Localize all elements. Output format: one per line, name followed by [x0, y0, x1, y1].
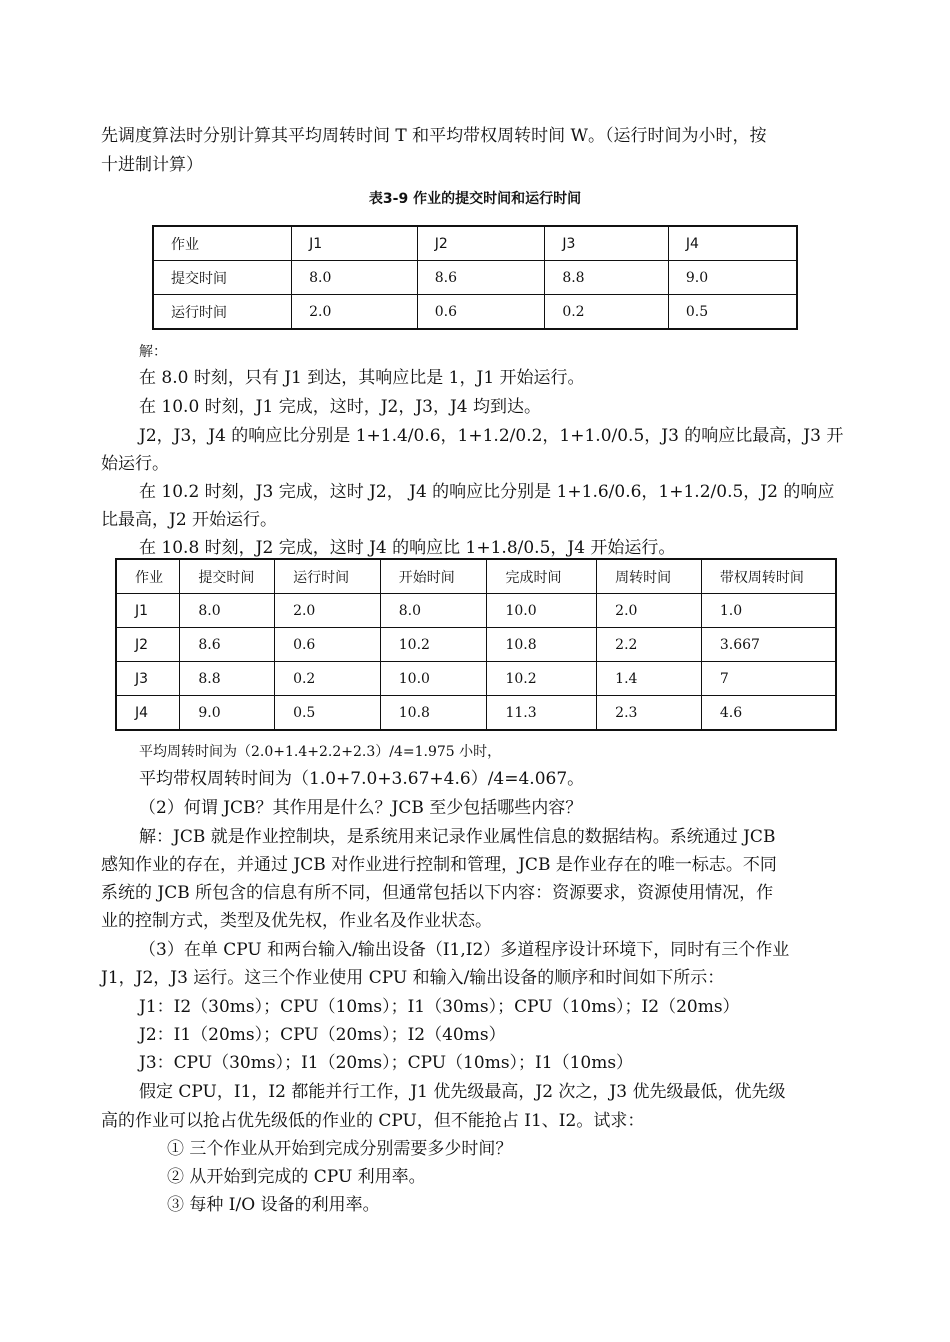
- table-header-cell: 完成时间: [487, 559, 597, 594]
- table-cell: J2: [116, 628, 180, 662]
- table-cell: 8.6: [417, 261, 545, 295]
- table-header-row: [153, 226, 797, 261]
- intro-line-1: 先调度算法时分别计算其平均周转时间 T 和平均带权周转时间 W。（运行时间为小时，按: [101, 126, 767, 146]
- schedule-result-table: [115, 558, 837, 731]
- table-cell: 8.8: [180, 662, 275, 696]
- table-header-cell: 运行时间: [275, 559, 381, 594]
- answer-2-line-4: 业的控制方式，类型及优先权，作业名及作业状态。: [101, 911, 492, 931]
- table-header-cell: 开始时间: [380, 559, 487, 594]
- question-3-item-1: ① 三个作业从开始到完成分别需要多少时间？: [167, 1139, 513, 1159]
- table1-caption: 表3-9 作业的提交时间和运行时间: [368, 191, 582, 207]
- table-cell: 0.2: [275, 662, 381, 696]
- question-3-line-1: （3）在单 CPU 和两台输入/输出设备（I1,I2）多道程序设计环境下，同时有三个作业: [139, 940, 790, 960]
- table-row: [116, 696, 836, 731]
- solution-para-2: 在 10.0 时刻，J1 完成，这时，J2，J3，J4 均到达。: [139, 397, 541, 417]
- table-header-cell: J4: [668, 226, 797, 261]
- table-cell: 7: [701, 662, 836, 696]
- table-cell: 2.3: [597, 696, 702, 731]
- table-header-cell: 作业: [116, 559, 180, 594]
- table-row: [116, 628, 836, 662]
- job-j2-sequence: J2：I1（20ms）；CPU（20ms）；I2（40ms）: [139, 1025, 506, 1045]
- table-cell: J3: [116, 662, 180, 696]
- table-cell: 10.2: [380, 628, 487, 662]
- answer-2-line-3: 系统的 JCB 所包含的信息有所不同，但通常包括以下内容：资源要求，资源使用情况，作: [101, 883, 774, 903]
- table-row: [116, 662, 836, 696]
- answer-2-line-1: 解：JCB 就是作业控制块，是系统用来记录作业属性信息的数据结构。系统通过 JCB: [139, 827, 776, 847]
- job-j1-sequence: J1：I2（30ms）；CPU（10ms）；I1（30ms）；CPU（10ms）；I2（20ms）: [139, 997, 740, 1017]
- solution-para-1: 在 8.0 时刻，只有 J1 到达，其响应比是 1，J1 开始运行。: [139, 368, 585, 388]
- table-cell: 0.2: [545, 295, 669, 330]
- table-header-cell: 周转时间: [597, 559, 702, 594]
- table-row: [153, 261, 797, 295]
- avg-turnaround-text: 平均周转时间为（2.0+1.4+2.2+2.3）/4=1.975 小时，: [139, 744, 502, 760]
- table-cell: 10.8: [487, 628, 597, 662]
- table-header-cell: 带权周转时间: [701, 559, 836, 594]
- table-cell: 提交时间: [153, 261, 292, 295]
- question-3-assume-2: 高的作业可以抢占优先级低的作业的 CPU，但不能抢占 I1、I2。试求：: [101, 1111, 645, 1131]
- table-cell: 10.0: [380, 662, 487, 696]
- table-cell: 4.6: [701, 696, 836, 731]
- table-cell: 11.3: [487, 696, 597, 731]
- table-cell: 10.2: [487, 662, 597, 696]
- solution-label: 解：: [139, 344, 167, 360]
- solution-para-3b: 始运行。: [101, 454, 169, 474]
- table-header-cell: J3: [545, 226, 669, 261]
- table-cell: 1.0: [701, 594, 836, 628]
- table-cell: 8.6: [180, 628, 275, 662]
- job-submit-run-table: [152, 225, 798, 330]
- solution-para-3a: J2，J3，J4 的响应比分别是 1+1.4/0.6，1+1.2/0.2，1+1.0/0.5，J3 的响应比最高，J3 开: [139, 426, 844, 446]
- table-cell: 运行时间: [153, 295, 292, 330]
- table-row: [153, 295, 797, 330]
- question-3-line-2: J1，J2，J3 运行。这三个作业使用 CPU 和输入/输出设备的顺序和时间如下所示：: [101, 968, 725, 988]
- table-cell: 9.0: [180, 696, 275, 731]
- table-cell: 0.5: [275, 696, 381, 731]
- table-cell: 0.5: [668, 295, 797, 330]
- table-cell: 2.0: [597, 594, 702, 628]
- table-header-row: [116, 559, 836, 594]
- table-cell: 8.0: [380, 594, 487, 628]
- answer-2-line-2: 感知作业的存在，并通过 JCB 对作业进行控制和管理，JCB 是作业存在的唯一标志。不同: [101, 855, 777, 875]
- table-cell: 8.8: [545, 261, 669, 295]
- question-3-assume-1: 假定 CPU，I1，I2 都能并行工作，J1 优先级最高，J2 次之，J3 优先级最低，优先级: [139, 1082, 786, 1102]
- table-cell: 8.0: [180, 594, 275, 628]
- question-2: （2）何谓 JCB？其作用是什么？JCB 至少包括哪些内容？: [139, 798, 583, 818]
- question-3-item-3: ③ 每种 I/O 设备的利用率。: [167, 1195, 380, 1215]
- table-cell: 3.667: [701, 628, 836, 662]
- table-cell: 2.0: [275, 594, 381, 628]
- table-cell: J4: [116, 696, 180, 731]
- table-cell: 1.4: [597, 662, 702, 696]
- table-cell: J1: [116, 594, 180, 628]
- table-row: [116, 594, 836, 628]
- table-cell: 2.2: [597, 628, 702, 662]
- table-cell: 10.8: [380, 696, 487, 731]
- table-cell: 9.0: [668, 261, 797, 295]
- question-3-item-2: ② 从开始到完成的 CPU 利用率。: [167, 1167, 426, 1187]
- job-j3-sequence: J3：CPU（30ms）；I1（20ms）；CPU（10ms）；I1（10ms）: [139, 1053, 634, 1073]
- table-cell: 2.0: [292, 295, 418, 330]
- solution-para-5: 在 10.8 时刻，J2 完成，这时 J4 的响应比 1+1.8/0.5，J4 开始运行。: [139, 538, 676, 558]
- solution-para-4b: 比最高，J2 开始运行。: [101, 510, 278, 530]
- avg-weighted-text: 平均带权周转时间为（1.0+7.0+3.67+4.6）/4=4.067。: [139, 769, 585, 789]
- table-cell: 0.6: [417, 295, 545, 330]
- table-header-cell: 作业: [153, 226, 292, 261]
- table-header-cell: 提交时间: [180, 559, 275, 594]
- table-header-cell: J2: [417, 226, 545, 261]
- intro-line-2: 十进制计算）: [101, 155, 203, 175]
- table-cell: 0.6: [275, 628, 381, 662]
- table-header-cell: J1: [292, 226, 418, 261]
- solution-para-4a: 在 10.2 时刻，J3 完成，这时 J2， J4 的响应比分别是 1+1.6/0.6，1+1.2/0.5，J2 的响应: [139, 482, 835, 502]
- table-cell: 10.0: [487, 594, 597, 628]
- table-cell: 8.0: [292, 261, 418, 295]
